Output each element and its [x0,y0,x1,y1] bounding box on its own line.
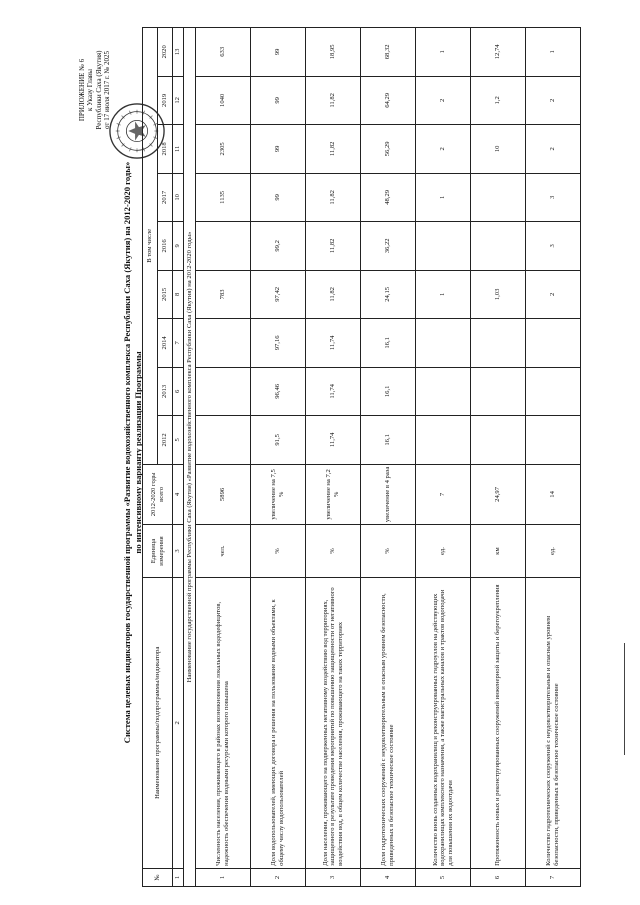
year-value [526,367,581,416]
year-value: 91,5 [251,416,306,465]
row-number: 1 [196,868,251,886]
year-value [471,319,526,368]
indicator-unit: км [471,525,526,578]
row-number: 4 [361,868,416,886]
header-unit: Единица измерения [143,525,173,578]
year-value: 99 [251,125,306,174]
column-number: 11 [173,125,184,174]
program-name: Наименование государственной программы Республики Саха (Якутия) «Развитие водохозяйственного комплекса Республики Саха (Якутия) на 2012-2020 годы» [184,28,196,887]
year-value: 11,82 [306,270,361,319]
year-value: 783 [196,270,251,319]
indicator-unit: % [306,525,361,578]
year-value: 1,2 [471,76,526,125]
year-value: 2305 [196,125,251,174]
year-value: 1 [416,173,471,222]
year-value: 1 [416,270,471,319]
row-number: 7 [526,868,581,886]
year-value: 24,15 [361,270,416,319]
year-value: 11,74 [306,416,361,465]
year-value: 96,46 [251,367,306,416]
table-row [306,28,361,887]
column-number-row [173,28,184,887]
indicator-name: Протяженность новых и реконструированных сооружений инженерной защиты и берегоукрепления [471,577,526,868]
year-value: 11,82 [306,125,361,174]
table-row [196,28,251,887]
annex-line-2: к Указу Главы [86,69,95,111]
year-value: 11,82 [306,222,361,271]
indicator-name: Доля водопользователей, имеющих договора и решения на пользование водными объектами, к общему числу водопользователей [251,577,306,868]
indicator-total: увеличение на 7,5 % [251,464,306,525]
table-row [251,28,306,887]
year-value [196,319,251,368]
year-value: 1135 [196,173,251,222]
indicator-total: 14 [526,464,581,525]
column-number: 1 [173,868,184,886]
column-number: 12 [173,76,184,125]
indicator-unit: ед. [526,525,581,578]
indicator-unit: ед. [416,525,471,578]
header-year: 2013 [158,367,173,416]
indicator-name: Количество вновь созданных водохранилищ и реконструированных гидроузлов на действующих водохранилищах комплексного назначения, а также магистральных каналов и трактов водоподачи для повышения их водоотдачи [416,577,471,868]
column-number: 3 [173,525,184,578]
year-value: 18,95 [306,28,361,77]
year-value [196,416,251,465]
indicator-name: Доля гидротехнических сооружений с неудовлетворительным и опасным уровнем безопасности, приведенных в безопасное техническое состояние [361,577,416,868]
indicator-unit: % [251,525,306,578]
year-value: 16,1 [361,367,416,416]
year-value: 99 [251,28,306,77]
divider-line [624,643,625,755]
title-line-1: Система целевых индикаторов государственной программы «Развитие водохозяйственного комплекса Республики Саха (Якутия) на 2012-2020 годы» [122,161,132,744]
header-including: В том числе [143,28,158,465]
year-value: 64,29 [361,76,416,125]
column-number: 4 [173,464,184,525]
annex-title: ПРИЛОЖЕНИЕ № 6 [78,58,86,122]
year-value [471,367,526,416]
year-value [416,319,471,368]
indicator-unit: чел. [196,525,251,578]
year-value: 1,03 [471,270,526,319]
year-value: 68,32 [361,28,416,77]
table-row [526,28,581,887]
row-number: 6 [471,868,526,886]
header-year: 2012 [158,416,173,465]
year-value [416,416,471,465]
year-value: 11,82 [306,76,361,125]
column-number: 10 [173,173,184,222]
year-value: 10 [471,125,526,174]
row-number: 3 [306,868,361,886]
year-value: 36,22 [361,222,416,271]
year-value [196,367,251,416]
year-value [471,416,526,465]
row-number: 2 [251,868,306,886]
column-number: 6 [173,367,184,416]
table-row [471,28,526,887]
header-name: Наименование программы/подпрограммы/индикатора [143,577,173,868]
year-value [526,416,581,465]
indicator-total: 24,97 [471,464,526,525]
header-year: 2017 [158,173,173,222]
year-value: 11,74 [306,319,361,368]
year-value: 97,42 [251,270,306,319]
year-value: 633 [196,28,251,77]
year-value: 1040 [196,76,251,125]
year-value: 11,74 [306,367,361,416]
header-year: 2018 [158,125,173,174]
indicator-name: Количество гидротехнических сооружений с неудовлетворительным и опасным уровнем безопасности, приведенных в безопасное техническое состояние [526,577,581,868]
column-number: 13 [173,28,184,77]
year-value: 2 [526,125,581,174]
year-value: 3 [526,222,581,271]
year-value: 16,1 [361,319,416,368]
year-value: 48,29 [361,173,416,222]
indicator-unit: % [361,525,416,578]
year-value: 12,74 [471,28,526,77]
year-value: 2 [526,76,581,125]
header-year: 2016 [158,222,173,271]
header-total: 2012-2020 годы всего [143,464,173,525]
column-number: 9 [173,222,184,271]
indicator-total: увеличение в 4 раза [361,464,416,525]
program-name-row [184,28,196,887]
table-row [416,28,471,887]
year-value: 16,1 [361,416,416,465]
column-number: 7 [173,319,184,368]
year-value [416,222,471,271]
indicator-name: Численность населения, проживающего в районах возникновения локальных вододефицитов, надежность обеспечения водными ресурсами которого повышена [196,577,251,868]
year-value: 56,29 [361,125,416,174]
indicator-table [142,27,581,887]
header-year: 2015 [158,270,173,319]
year-value: 99 [251,173,306,222]
year-value: 2 [416,125,471,174]
annex-header [78,10,112,170]
year-value [416,367,471,416]
year-value [526,319,581,368]
annex-line-3: Республики Саха (Якутия) [94,50,103,130]
annex-date: от 17 июля 2017 г. № 2025 [103,51,112,129]
header-no: № [143,868,173,886]
year-value: 2 [416,76,471,125]
header-year: 2019 [158,76,173,125]
year-value: 97,16 [251,319,306,368]
year-value: 1 [416,28,471,77]
title-line-2: по интенсивному варианту реализации Программы [133,351,143,554]
header-year: 2020 [158,28,173,77]
year-value: 99 [251,76,306,125]
year-value: 1 [526,28,581,77]
header-year: 2014 [158,319,173,368]
row-number: 5 [416,868,471,886]
year-value [471,173,526,222]
column-number: 2 [173,577,184,868]
column-number: 5 [173,416,184,465]
indicator-total: 5896 [196,464,251,525]
year-value: 2 [526,270,581,319]
year-value [196,222,251,271]
year-value: 99,2 [251,222,306,271]
year-value [471,222,526,271]
year-value: 3 [526,173,581,222]
indicator-total: увеличение на 7,2 % [306,464,361,525]
table-row [361,28,416,887]
column-number: 8 [173,270,184,319]
indicator-total: 7 [416,464,471,525]
indicator-name: Доля населения, проживающего на подверженных негативному воздействию вод территориях, защищенного в результате проведения мероприятий по повышению защищенности от негативного воздействия вод, в общем количестве населения, проживающего на таких территориях [306,577,361,868]
year-value: 11,82 [306,173,361,222]
